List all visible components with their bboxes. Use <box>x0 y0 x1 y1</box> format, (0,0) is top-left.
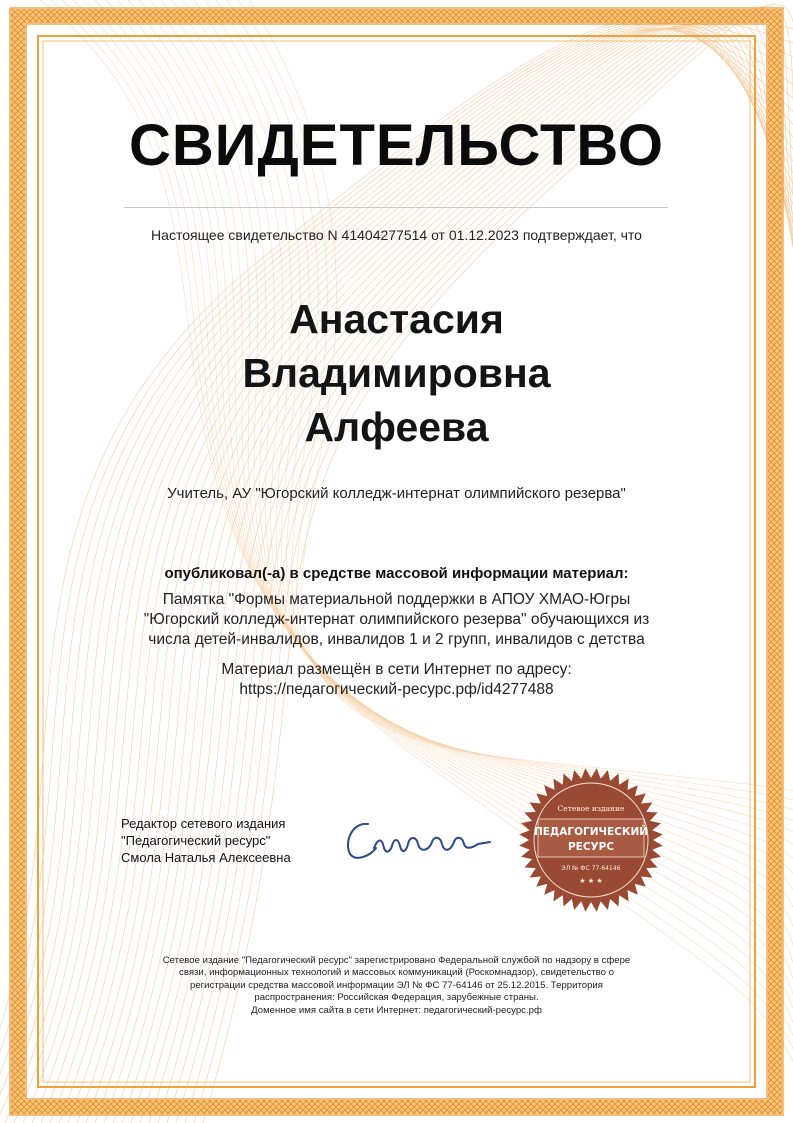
publisher-seal <box>516 765 666 915</box>
recipient-last-name: Алфеева <box>304 404 489 450</box>
editor-signature <box>340 808 500 868</box>
certificate-intro: Настоящее свидетельство N 41404277514 от 01.12.2023 подтверждает, что <box>151 227 642 243</box>
recipient-position: Учитель, АУ "Югорский колледж-интернат олимпийского резерва" <box>167 485 626 502</box>
material-line: "Югорский колледж-интернат олимпийского резерва" обучающихся из <box>143 611 650 628</box>
material-line: числа детей-инвалидов, инвалидов 1 и 2 групп, инвалидов с детства <box>148 631 645 648</box>
seal-title-line2: РЕСУРС <box>567 841 615 853</box>
address-label: Материал размещён в сети Интернет по адресу: <box>221 661 572 678</box>
seal-stars: ★ ★ ★ <box>579 877 603 885</box>
legal-notice <box>125 955 668 1017</box>
recipient-name <box>0 292 793 454</box>
title-divider <box>124 207 668 208</box>
recipient-patronymic: Владимировна <box>242 350 551 396</box>
legal-line: связи, информационных технологий и массовых коммуникаций (Роскомнадзор), свидетельство о <box>179 967 614 979</box>
editor-line: Редактор сетевого издания <box>121 816 286 831</box>
address-url: https://педагогический-ресурс.рф/id4277488 <box>239 681 554 698</box>
editor-name: Смола Наталья Алексеевна <box>121 850 291 865</box>
material-line: Памятка "Формы материальной поддержки в АПОУ ХМАО-Югры <box>162 591 631 608</box>
legal-line: распространения: Российская Федерация, зарубежные страны. <box>254 992 539 1004</box>
editor-line: "Педагогический ресурс" <box>121 833 271 848</box>
legal-line: Доменное имя сайта в сети Интернет: педагогический-ресурс.рф <box>251 1004 542 1016</box>
material-title <box>120 590 673 650</box>
seal-registration: ЭЛ № ФС 77-64146 <box>561 865 621 872</box>
seal-top-text: Сетевое издание <box>557 804 625 813</box>
legal-line: регистрации средства массовой информации ЭЛ № ФС 77-64146 от 25.12.2015. Территория <box>190 979 603 991</box>
recipient-first-name: Анастасия <box>289 296 504 342</box>
certificate-title: СВИДЕТЕЛЬСТВО <box>129 113 664 178</box>
seal-title-line1: ПЕДАГОГИЧЕСКИЙ <box>533 826 649 838</box>
legal-line: Сетевое издание "Педагогический ресурс" зарегистрировано Федеральной службой по надзору в сфере <box>162 955 631 966</box>
published-heading: опубликовал(-а) в средстве массовой информации материал: <box>164 565 629 582</box>
editor-block <box>121 815 361 866</box>
material-address <box>120 660 673 700</box>
